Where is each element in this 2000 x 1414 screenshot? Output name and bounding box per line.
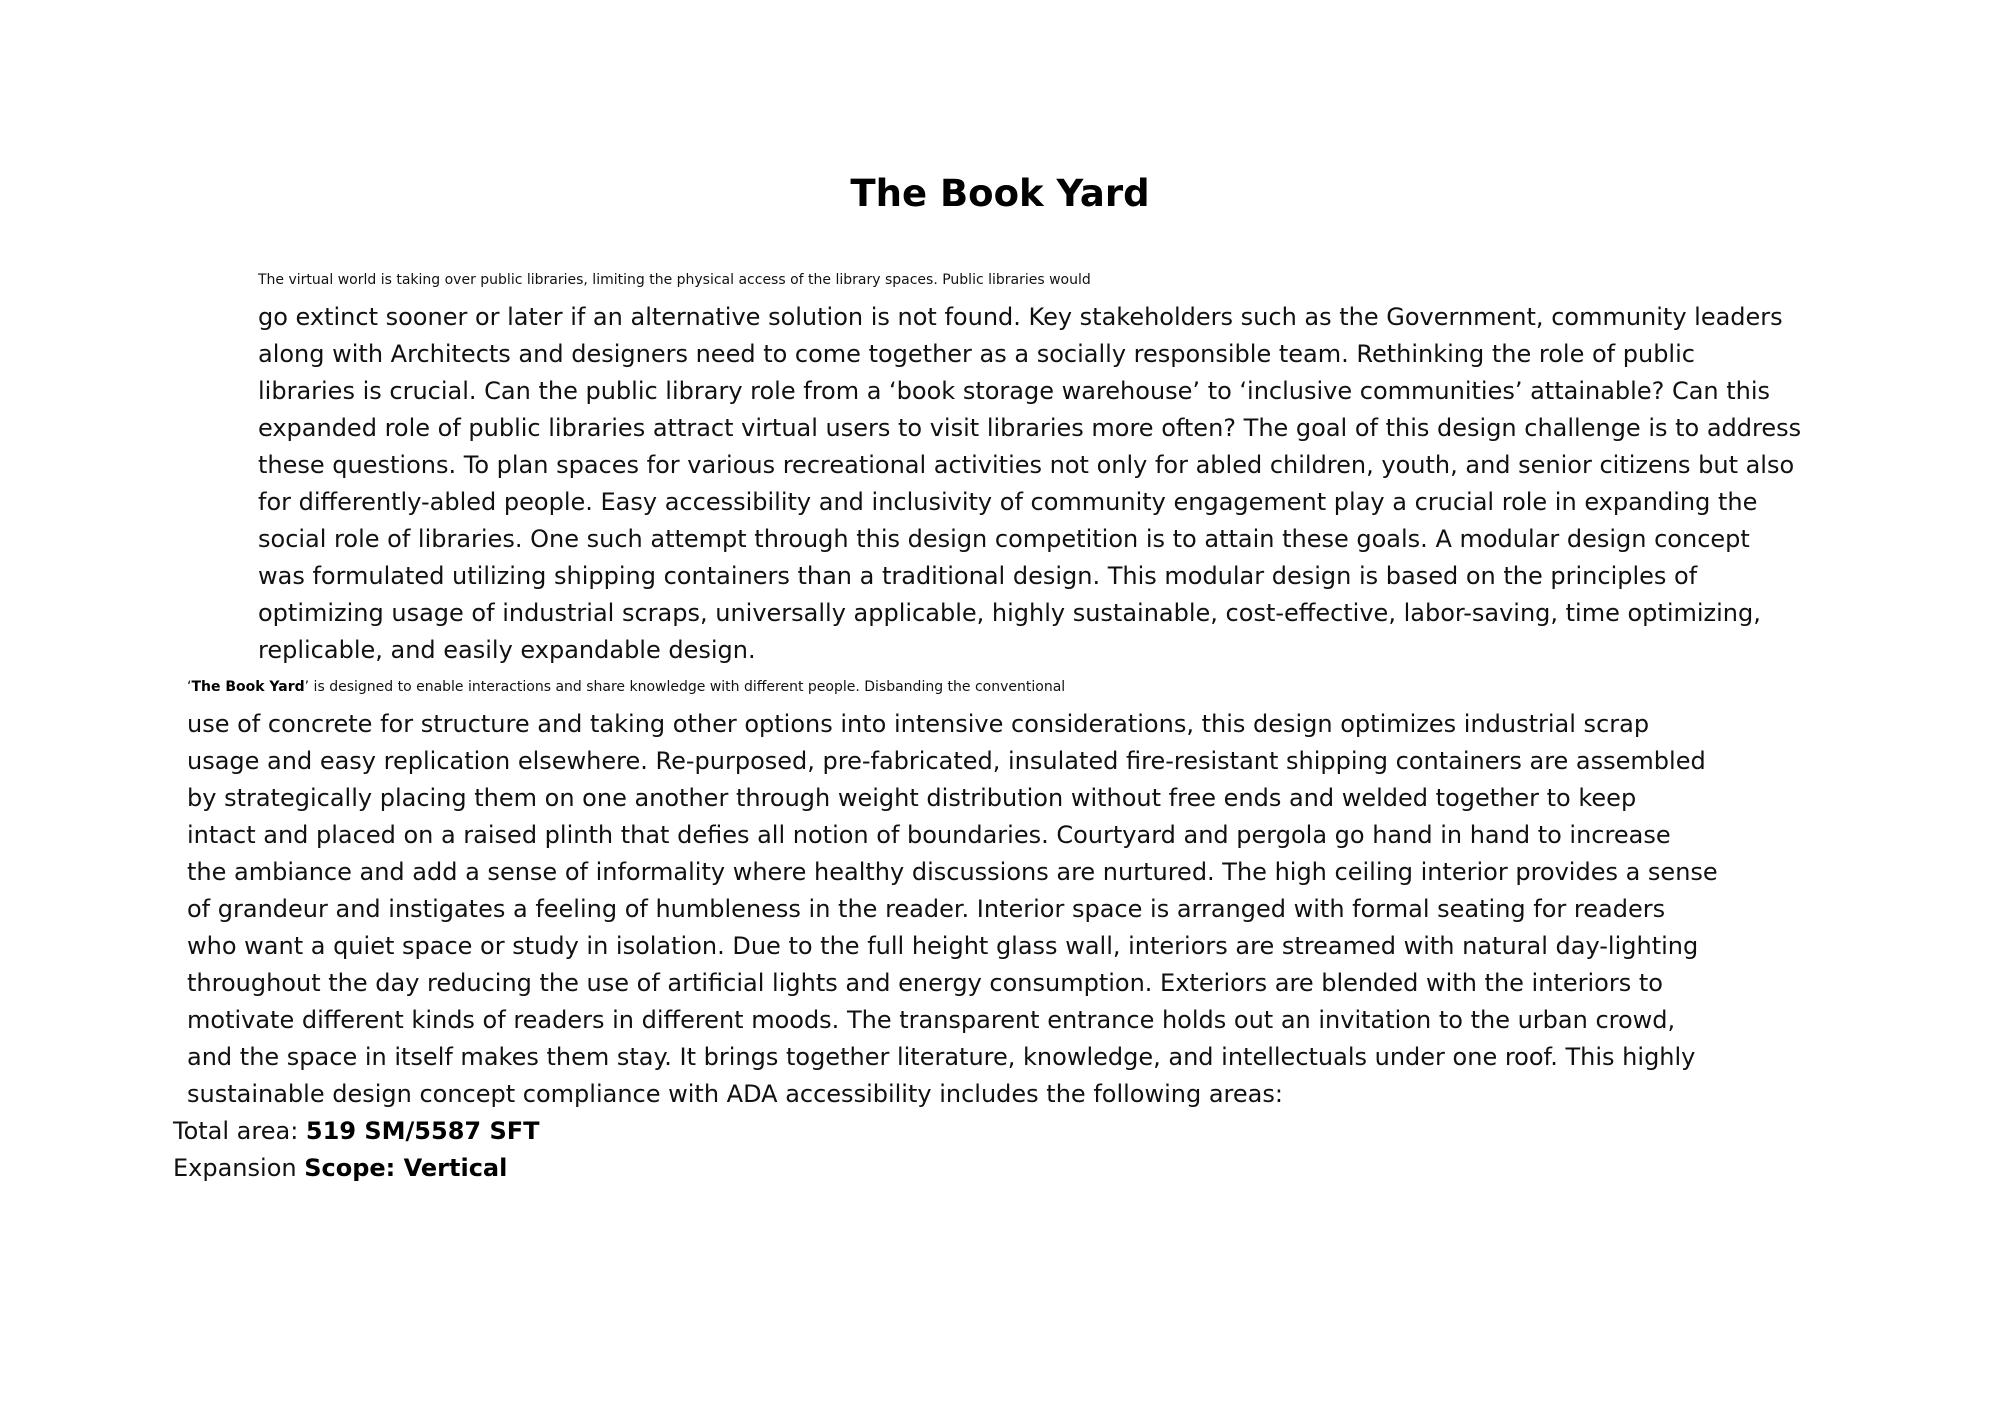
total-area-line	[173, 1113, 1843, 1150]
paragraph-line-rest: ’ is designed to enable interactions and share knowledge with different people. Disbanding the conventional	[304, 679, 1066, 695]
paragraph-line: libraries is crucial. Can the public library role from a ‘book storage warehouse’ to ‘inclusive communities’ attainable? Can this	[258, 377, 1771, 405]
paragraph-line: throughout the day reducing the use of artificial lights and energy consumption. Exteriors are blended with the interiors to	[187, 969, 1663, 997]
expansion-value: Scope: Vertical	[304, 1154, 508, 1182]
description-paragraph	[173, 669, 1843, 1113]
expansion-line	[173, 1150, 1843, 1187]
paragraph-line: optimizing usage of industrial scraps, universally applicable, highly sustainable, cost-effective, labor-saving, time optimizing,	[258, 599, 1761, 627]
paragraph-line: use of concrete for structure and taking other options into intensive considerations, this design optimizes industrial scrap	[187, 710, 1650, 738]
paragraph-line: replicable, and easily expandable design.	[258, 636, 756, 664]
document-title: The Book Yard	[850, 172, 1150, 215]
document-body	[173, 262, 1843, 1187]
paragraph-line: along with Architects and designers need to come together as a socially responsible team. Rethinking the role of public	[258, 340, 1695, 368]
paragraph-line: social role of libraries. One such attempt through this design competition is to attain these goals. A modular design concept	[258, 525, 1750, 553]
paragraph-line	[173, 669, 1843, 706]
paragraph-line: sustainable design concept compliance with ADA accessibility includes the following areas:	[187, 1080, 1283, 1108]
paragraph-line: usage and easy replication elsewhere. Re-purposed, pre-fabricated, insulated fire-resistant shipping containers are assembled	[187, 747, 1706, 775]
paragraph-line: and the space in itself makes them stay. It brings together literature, knowledge, and intellectuals under one roof. This highly	[187, 1043, 1696, 1071]
paragraph-line: motivate different kinds of readers in different moods. The transparent entrance holds out an invitation to the urban crowd,	[187, 1006, 1676, 1034]
project-name: The Book Yard	[191, 679, 305, 695]
paragraph-line: go extinct sooner or later if an alternative solution is not found. Key stakeholders such as the Government, community leaders	[258, 303, 1783, 331]
total-area-value: 519 SM/5587 SFT	[305, 1117, 540, 1145]
paragraph-line: was formulated utilizing shipping containers than a traditional design. This modular design is based on the principles of	[258, 562, 1698, 590]
intro-paragraph	[173, 262, 1843, 669]
paragraph-line: The virtual world is taking over public libraries, limiting the physical access of the library spaces. Public libraries would	[258, 272, 1091, 288]
paragraph-line: by strategically placing them on one another through weight distribution without free ends and welded together to keep	[187, 784, 1637, 812]
paragraph-line: these questions. To plan spaces for various recreational activities not only for abled children, youth, and senior citizens but also	[258, 451, 1795, 479]
expansion-label: Expansion	[173, 1154, 305, 1182]
open-quote: ‘	[187, 679, 192, 695]
paragraph-line: who want a quiet space or study in isolation. Due to the full height glass wall, interiors are streamed with natural day-lighting	[187, 932, 1699, 960]
paragraph-line: of grandeur and instigates a feeling of humbleness in the reader. Interior space is arranged with formal seating for readers	[187, 895, 1666, 923]
paragraph-line: intact and placed on a raised plinth that defies all notion of boundaries. Courtyard and pergola go hand in hand to increase	[187, 821, 1671, 849]
paragraph-line: for differently-abled people. Easy accessibility and inclusivity of community engagement play a crucial role in expanding the	[258, 488, 1758, 516]
paragraph-line: the ambiance and add a sense of informality where healthy discussions are nurtured. The high ceiling interior provides a sense	[187, 858, 1718, 886]
paragraph-line: expanded role of public libraries attract virtual users to visit libraries more often? The goal of this design challenge is to address	[258, 414, 1802, 442]
total-area-label: Total area:	[173, 1117, 306, 1145]
